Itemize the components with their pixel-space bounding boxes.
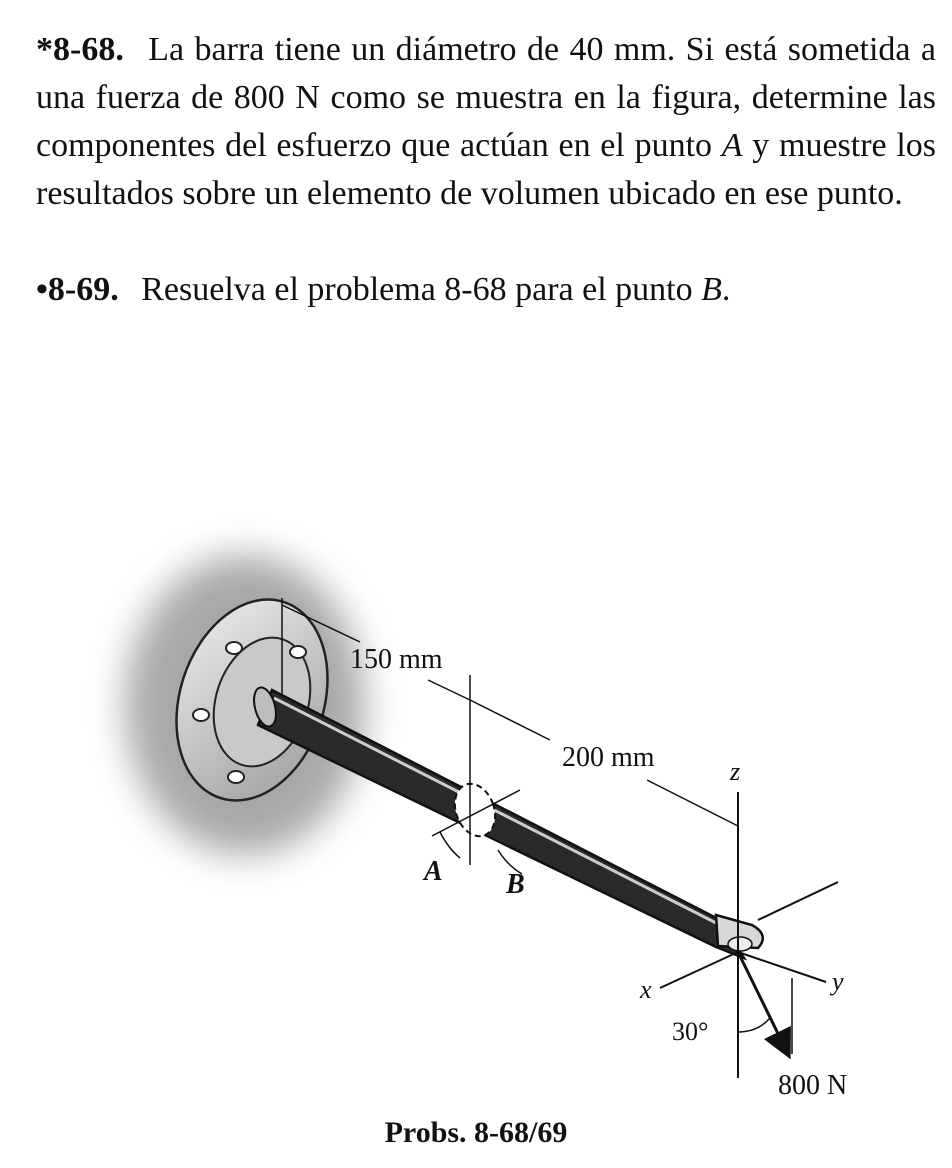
axis-label-x: x bbox=[640, 975, 652, 1004]
problem-text-start: La barra tiene un diámetro de 40 mm. Si está sometida a una fuerza de 800 N como se muestra en la figura, determine las componentes del esfuerzo que actúan en el punto bbox=[36, 31, 936, 164]
dimension-label-150: 150 mm bbox=[350, 644, 443, 675]
problem-text-start: Resuelva el problema 8-68 para el punto bbox=[141, 271, 693, 308]
problem-text-end: . bbox=[721, 271, 731, 308]
dimension-label-200: 200 mm bbox=[562, 742, 655, 773]
point-label-b: B bbox=[506, 869, 525, 900]
problem-text-end: y muestre los resultados sobre un elemento de volumen ubicado en ese punto. bbox=[36, 127, 937, 212]
bar bbox=[250, 685, 763, 958]
bolt-hole bbox=[228, 771, 244, 783]
force-label: 800 N bbox=[778, 1070, 848, 1101]
point-reference-b: B bbox=[701, 271, 722, 308]
bolt-hole bbox=[290, 646, 306, 658]
angle-label: 30° bbox=[672, 1017, 709, 1046]
bolt-hole bbox=[226, 642, 242, 654]
problem-number: •8-69. bbox=[36, 271, 119, 308]
force-800n bbox=[672, 952, 847, 1101]
point-reference-a: A bbox=[721, 127, 743, 164]
dimension-200 bbox=[470, 700, 741, 826]
point-label-a: A bbox=[424, 856, 443, 887]
bolt-hole bbox=[193, 709, 209, 721]
figure-caption: Probs. 8-68/69 bbox=[384, 1116, 568, 1149]
axis-label-z: z bbox=[730, 757, 741, 786]
problem-number: *8-68. bbox=[36, 31, 124, 68]
axis-label-y: y bbox=[832, 967, 844, 996]
